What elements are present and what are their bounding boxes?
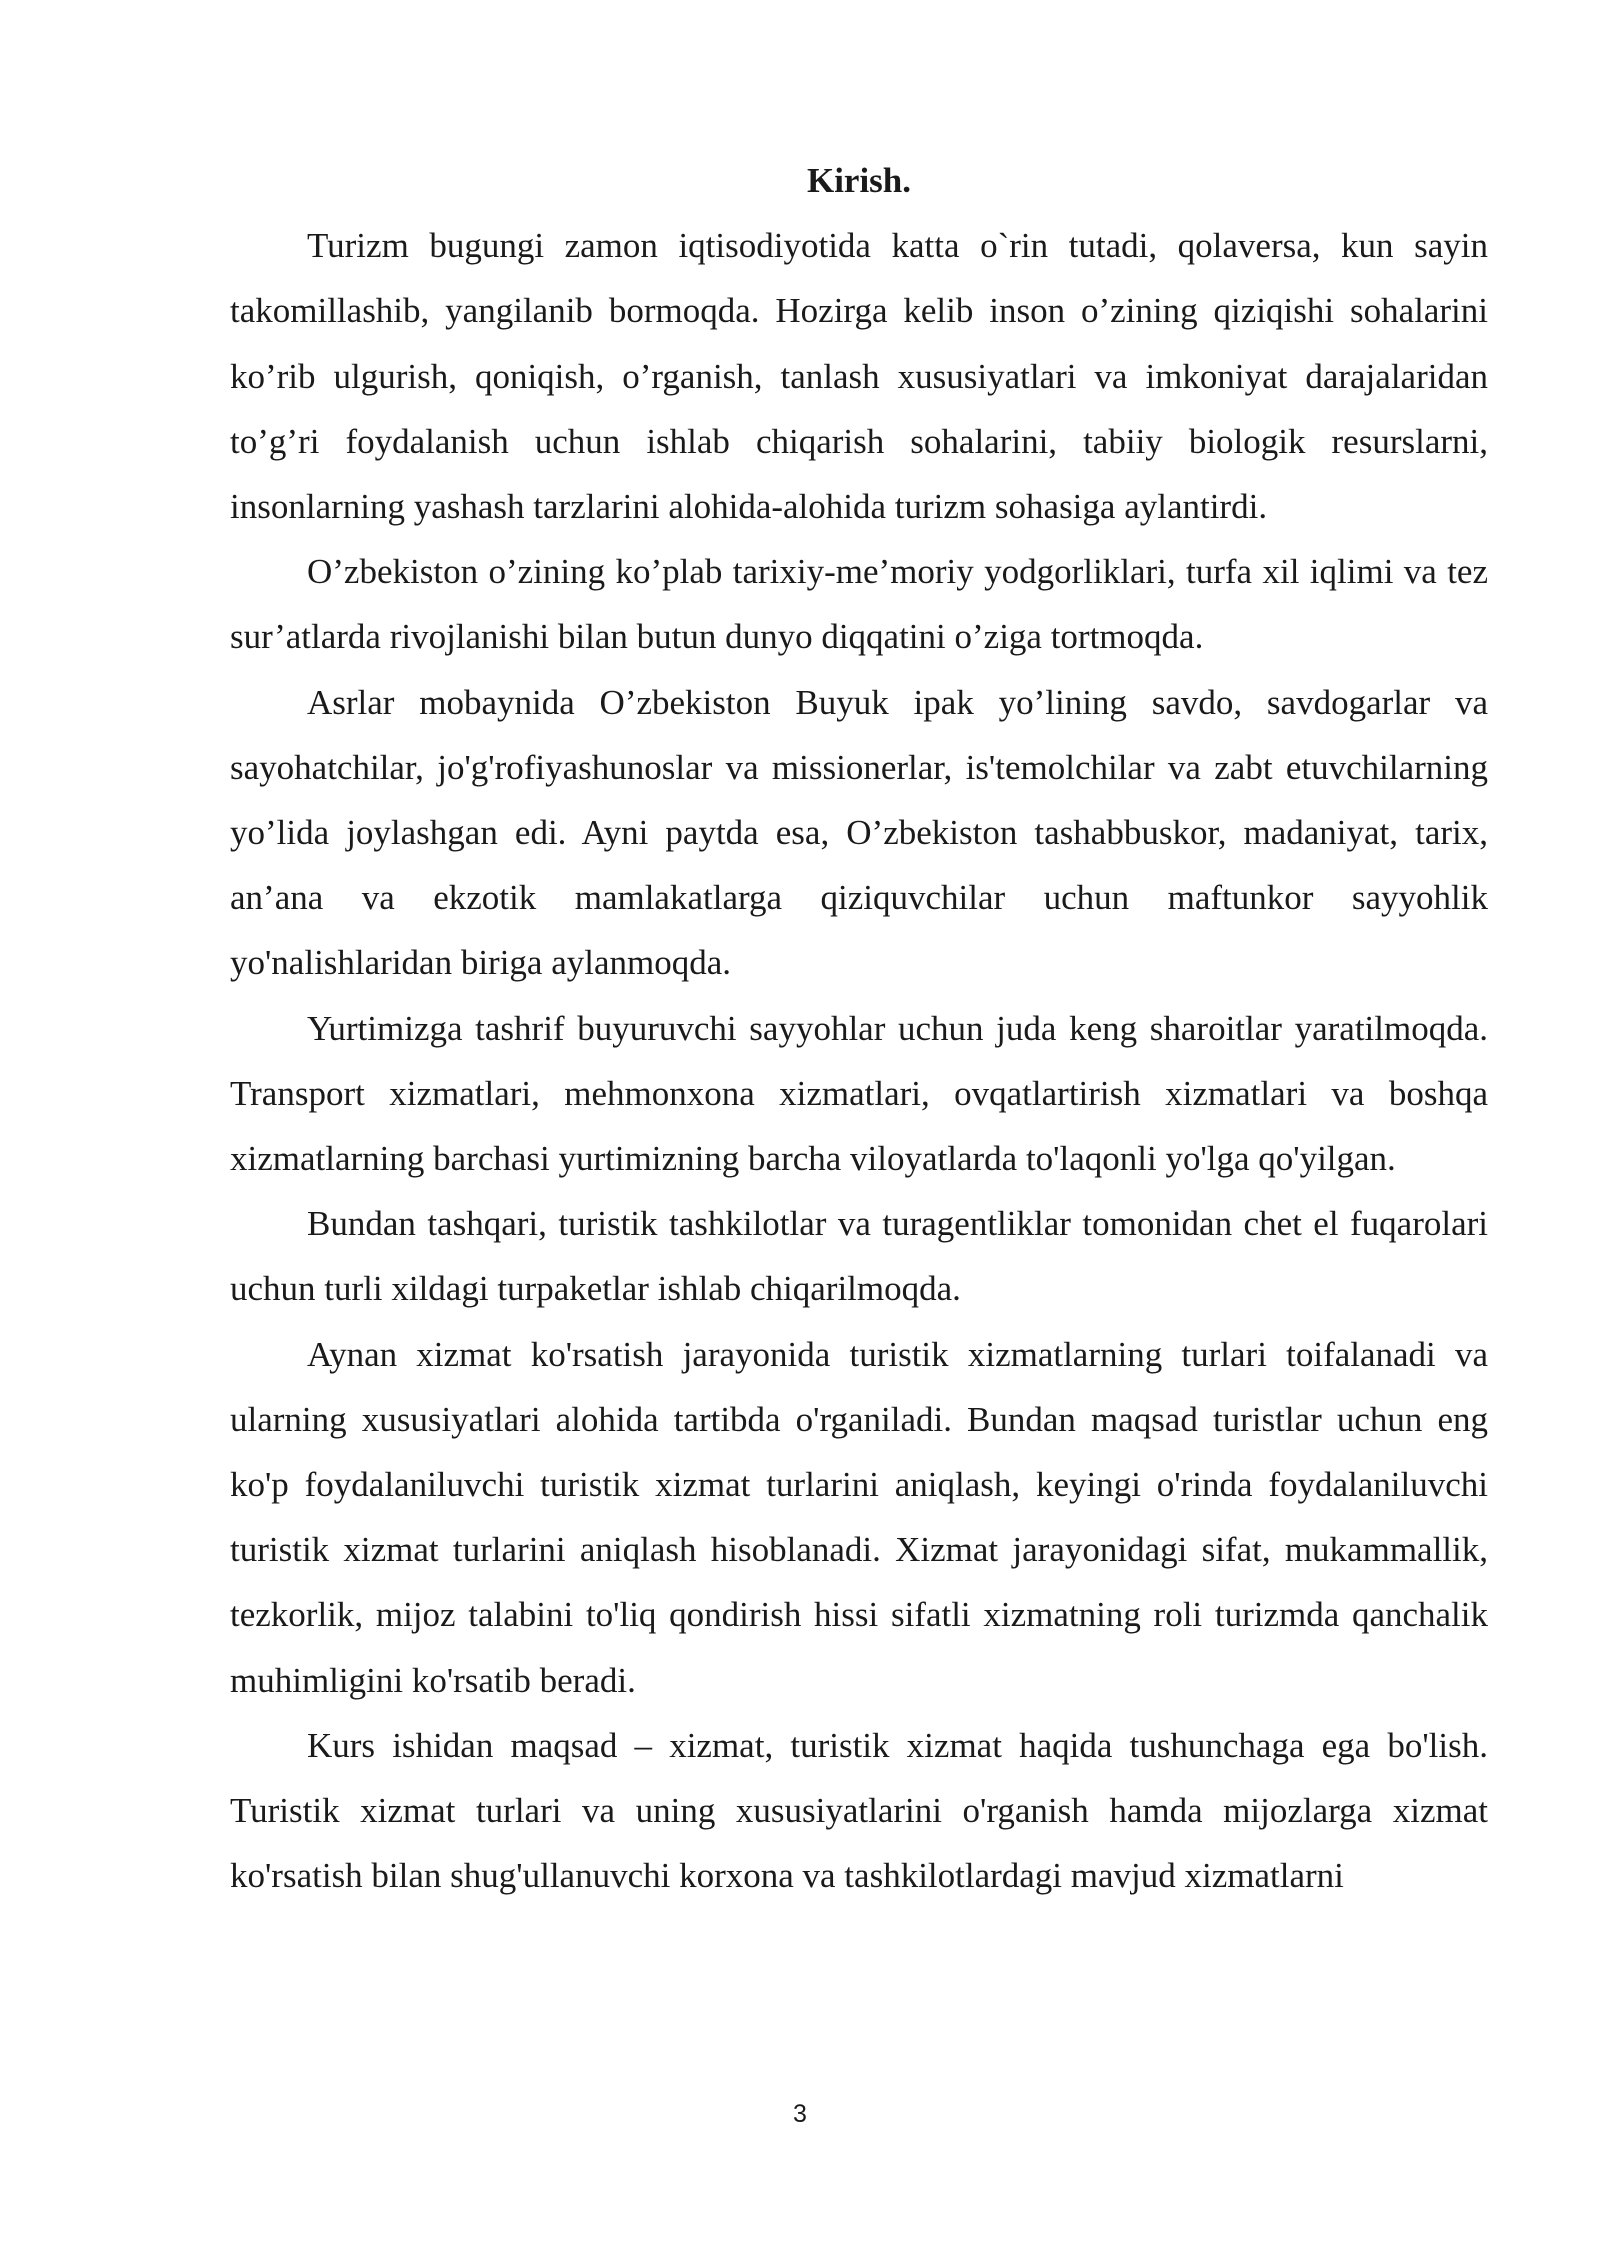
- paragraph-6: Aynan xizmat ko'rsatish jarayonida turistik xizmatlarning turlari toifalanadi va ularning xususiyatlari alohida tartibda o'rganiladi. Bundan maqsad turistlar uchun eng ko'p foydalaniluvchi turistik xizmat turlarini aniqlash, keyingi o'rinda foydalaniluvchi turistik xizmat turlarini aniqlash hisoblanadi. Xizmat jarayonidagi sifat, mukammallik, tezkorlik, mijoz talabini to'liq qondirish hissi sifatli xizmatning roli turizmda qanchalik muhimligini ko'rsatib beradi.: [230, 1334, 1488, 1700]
- page-content: [230, 148, 1488, 1908]
- paragraph-7: Kurs ishidan maqsad – xizmat, turistik xizmat haqida tushunchaga ega bo'lish. Turistik xizmat turlari va uning xususiyatlarini o'rganish hamda mijozlarga xizmat ko'rsatish bilan shug'ullanuvchi korxona va tashkilotlardagi mavjud xizmatlarni: [230, 1725, 1488, 1896]
- paragraph-5: Bundan tashqari, turistik tashkilotlar va turagentliklar tomonidan chet el fuqarolari uchun turli xildagi turpaketlar ishlab chiqarilmoqda.: [230, 1204, 1488, 1309]
- paragraph-1: Turizm bugungi zamon iqtisodiyotida katta o`rin tutadi, qolaversa, kun sayin takomillashib, yangilanib bormoqda. Hozirga kelib inson o’zining qiziqishi sohalarini ko’rib ulgurish, qoniqish, o’rganish, tanlash xususiyatlari va imkoniyat darajalaridan to’g’ri foydalanish uchun ishlab chiqarish sohalarini, tabiiy biologik resurslarni, insonlarning yashash tarzlarini alohida-alohida turizm sohasiga aylantirdi.: [230, 226, 1488, 527]
- section-title: Kirish.: [806, 161, 912, 200]
- page-number: 3: [793, 2100, 807, 2128]
- paragraph-4: Yurtimizga tashrif buyuruvchi sayyohlar uchun juda keng sharoitlar yaratilmoqda. Transport xizmatlari, mehmonxona xizmatlari, ovqatlartirish xizmatlari va boshqa xizmatlarning barchasi yurtimizning barcha viloyatlarda to'laqonli yo'lga qo'yilgan.: [230, 1008, 1488, 1179]
- paragraph-2: O’zbekiston o’zining ko’plab tarixiy-me’moriy yodgorliklari, turfa xil iqlimi va tez sur’atlarda rivojlanishi bilan butun dunyo diqqatini o’ziga tortmoqda.: [230, 552, 1488, 657]
- paragraph-3: Asrlar mobaynida O’zbekiston Buyuk ipak yo’lining savdo, savdogarlar va sayohatchilar, jo'g'rofiyashunoslar va missionerlar, is'temolchilar va zabt etuvchilarning yo’lida joylashgan edi. Ayni paytda esa, O’zbekiston tashabbuskor, madaniyat, tarix, an’ana va ekzotik mamlakatlarga qiziquvchilar uchun maftunkor sayyohlik yo'nalishlaridan biriga aylanmoqda.: [230, 682, 1488, 983]
